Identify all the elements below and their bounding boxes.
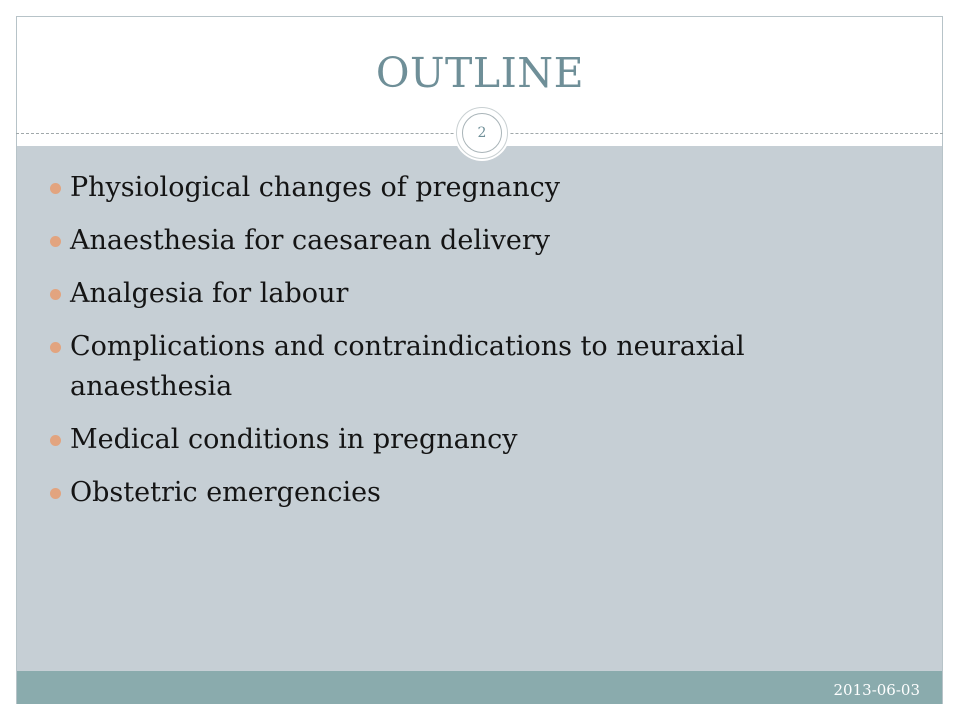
bullet-text: Medical conditions in pregnancy bbox=[70, 424, 518, 455]
bullet-text: Complications and contraindications to neuraxial anaesthesia bbox=[70, 331, 745, 402]
footer-date: 2013-06-03 bbox=[833, 681, 920, 699]
page-number: 2 bbox=[462, 113, 502, 153]
bullet-marker-icon bbox=[50, 435, 61, 446]
bullet-item bbox=[50, 274, 900, 314]
bullet-item bbox=[50, 327, 900, 407]
bullet-list bbox=[50, 168, 900, 526]
bullet-marker-icon bbox=[50, 342, 61, 353]
bullet-text: Analgesia for labour bbox=[70, 278, 349, 309]
bullet-text: Obstetric emergencies bbox=[70, 477, 381, 508]
page-number-badge bbox=[456, 107, 508, 159]
bullet-item bbox=[50, 473, 900, 513]
bullet-marker-icon bbox=[50, 183, 61, 194]
bullet-marker-icon bbox=[50, 289, 61, 300]
slide-title: OUTLINE bbox=[375, 49, 585, 97]
footer-bar bbox=[17, 671, 942, 704]
bullet-item bbox=[50, 221, 900, 261]
bullet-text: Anaesthesia for caesarean delivery bbox=[70, 225, 550, 256]
bullet-item bbox=[50, 420, 900, 460]
bullet-marker-icon bbox=[50, 236, 61, 247]
bullet-marker-icon bbox=[50, 488, 61, 499]
bullet-item bbox=[50, 168, 900, 208]
bullet-text: Physiological changes of pregnancy bbox=[70, 172, 561, 203]
